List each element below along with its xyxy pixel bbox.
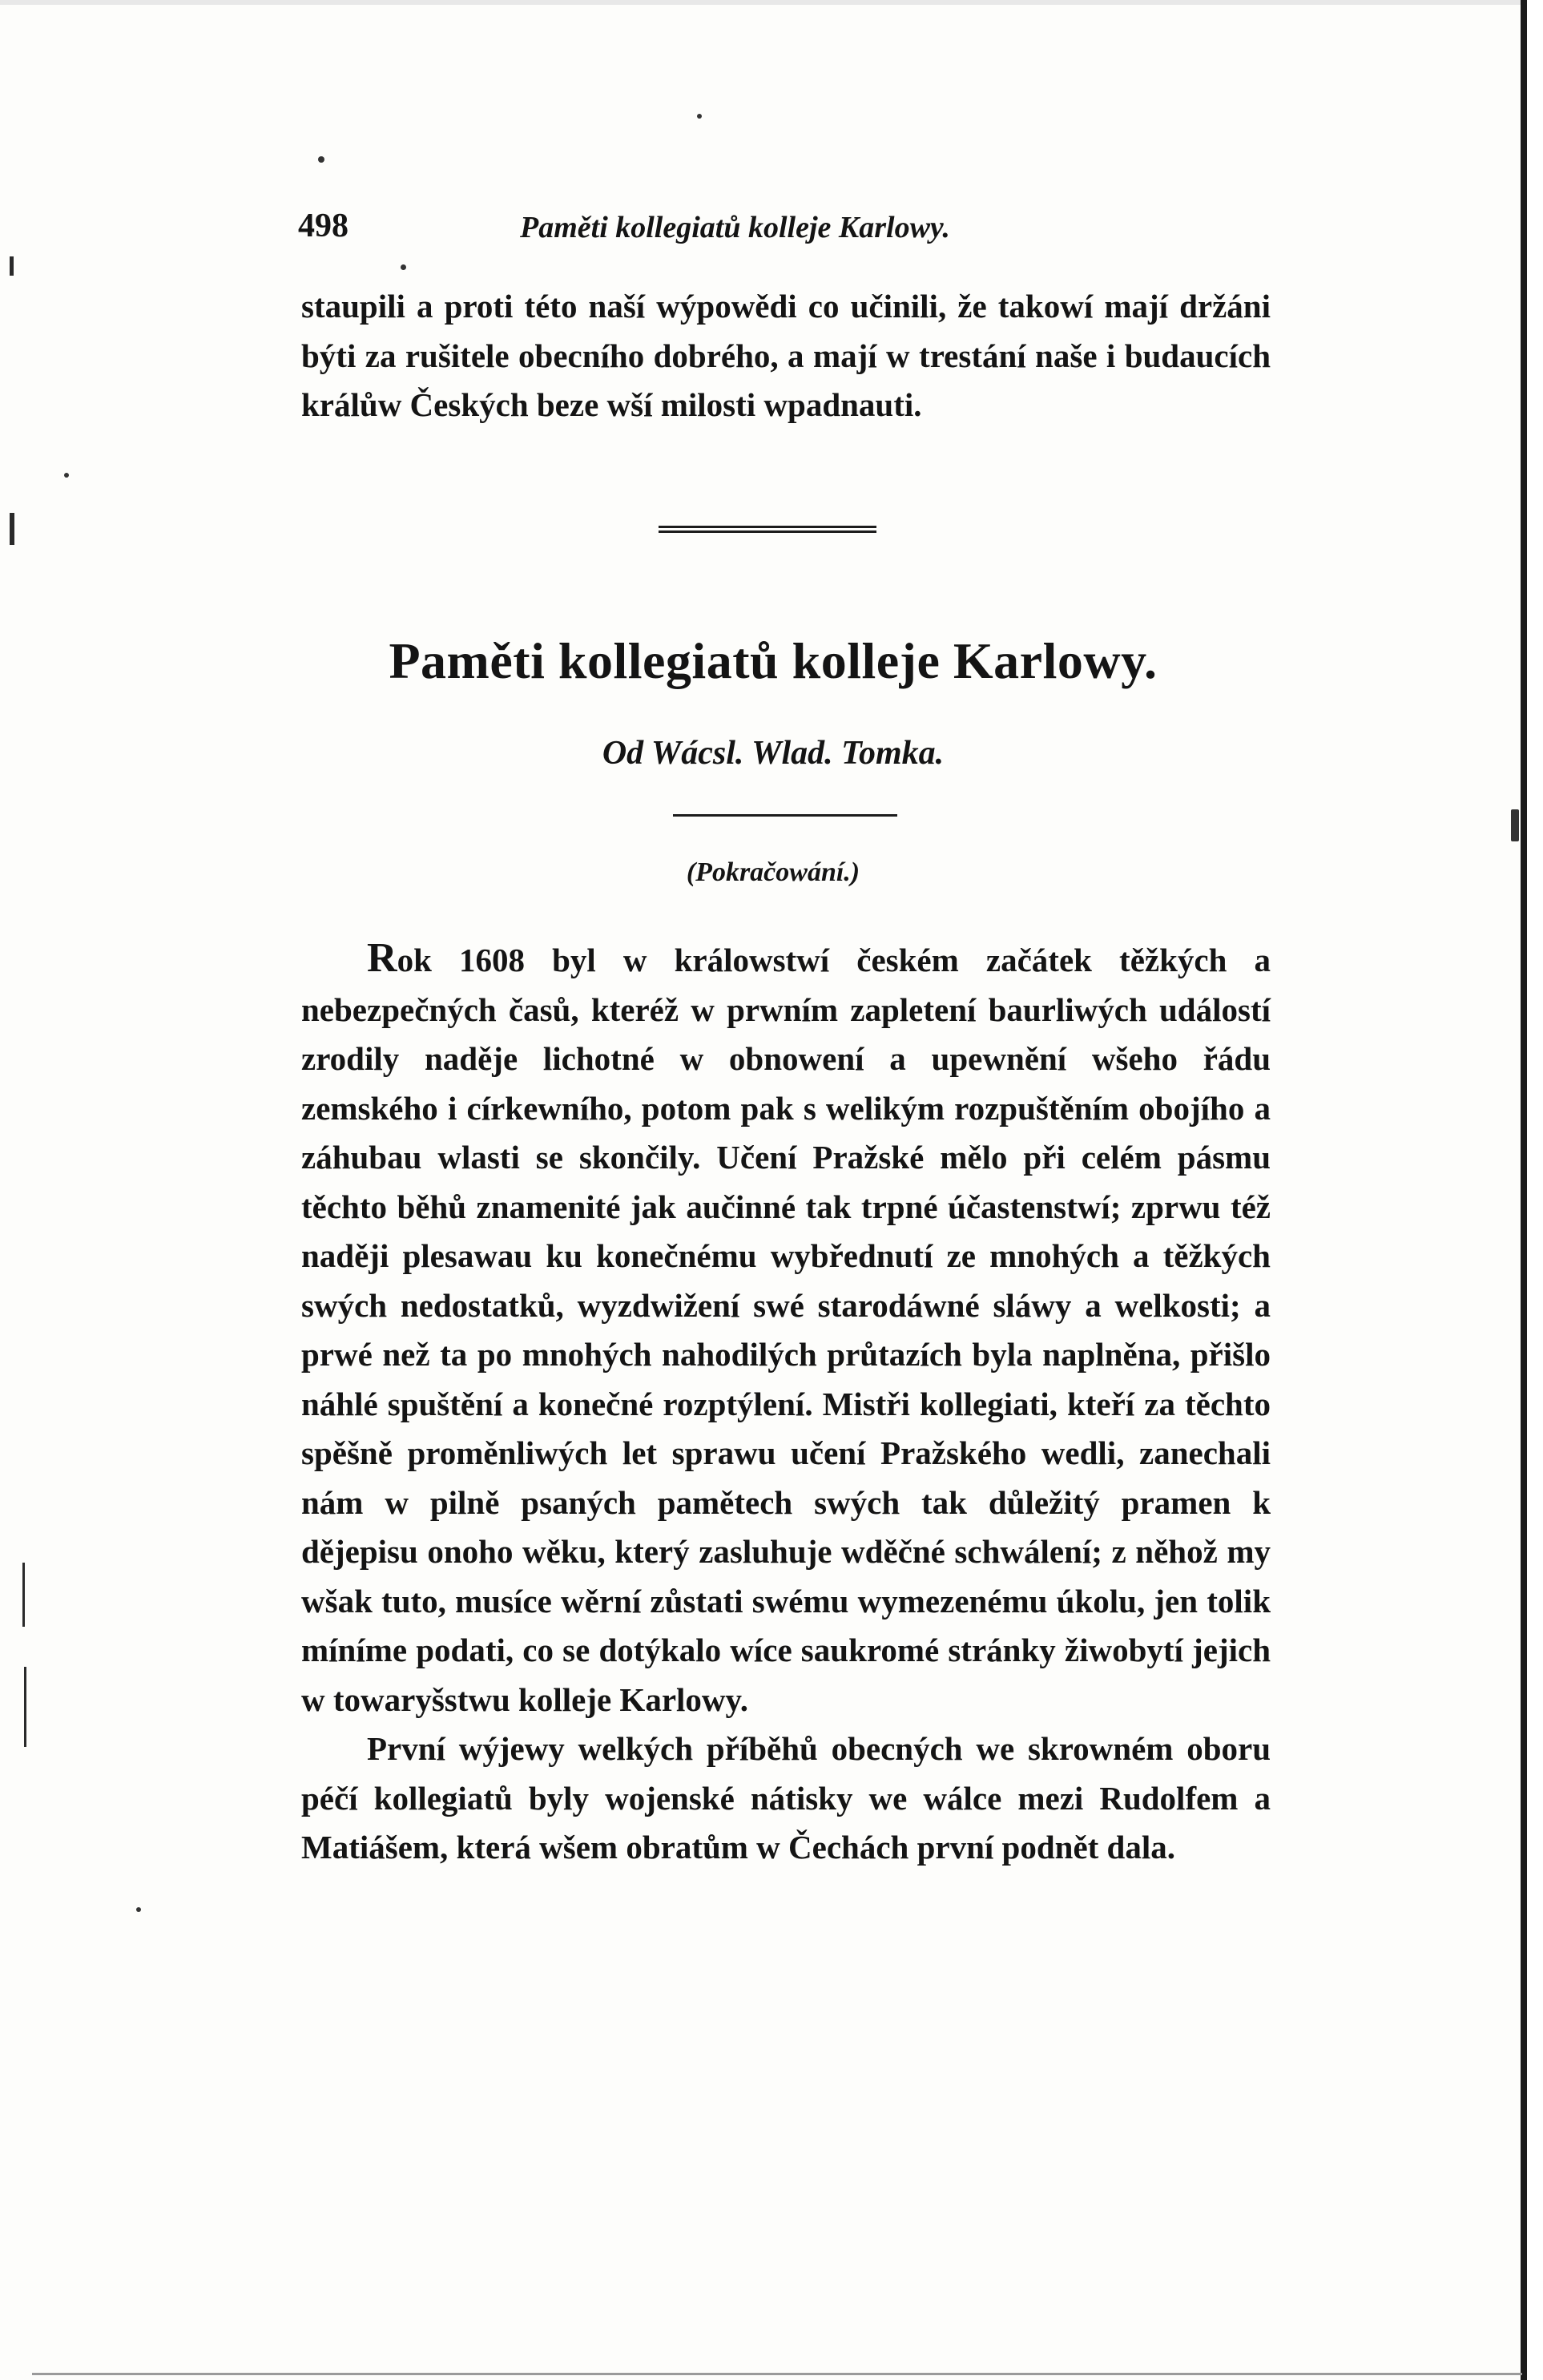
body-paragraph: První wýjewy welkých příběhů obecných we skrowném oboru péčí kollegiatů byly wojenské nátisky we wálce mezi Rudolfem a Matiášem, která wšem obratům w Čechách první podnět dala. <box>301 1730 1271 1866</box>
article-author: Od Wácsl. Wlad. Tomka. <box>602 735 945 772</box>
scan-edge-top <box>0 0 1543 5</box>
running-title: Paměti kollegiatů kolleje Karlowy. <box>520 211 950 244</box>
ink-speck <box>136 1907 141 1912</box>
margin-mark <box>10 256 14 276</box>
margin-mark <box>22 1563 25 1627</box>
continuation-note: (Pokračowání.) <box>686 857 860 887</box>
paragraph-text: ok 1608 byl w králowstwí českém začátek těžkých a nebezpečných časů, kteréž w prwním zapletení baurliwých událostí zrodily naděje lichotné w obnowení a upewnění wšeho řádu zemského i církewního, potom pak s welikým rozpuštěním obojího a záhubau wlasti se skončily. Učení Pražské mělo při celém pásmu těchto běhů znamenité jak aučinné tak trpné účastenstwí; zprwu též naději plesawau ku konečnému wybřednutí ze mnohých a těžkých swých nedostatků, wyzdwižení swé starodáwné sláwy a welkosti; a prwé než ta po mnohých nahodilých průtazích byla naplněna, přišlo náhlé spuštění a konečné rozptýlení. Mistři kollegiati, kteří za těchto spěšně proměnliwých let sprawu učení Pražského wedli, zanechali nám w pilně psaných pamětech swých tak důležitý pramen k dějepisu onoho wěku, který zasluhuje wděčné schwálení; z něhož my wšak tuto, musíce wěrní zůstati swému wymezenému úkolu, jen tolik míníme podati, co se dotýkalo wíce saukromé stránky žiwobytí jejich w towaryšstwu kolleje Karlowy. <box>301 942 1271 1718</box>
scan-edge-margin <box>1527 0 1543 2380</box>
body-paragraph <box>301 934 1271 1724</box>
margin-mark <box>24 1667 26 1747</box>
page-number: 498 <box>298 208 348 244</box>
running-header <box>298 207 1179 255</box>
intro-text <box>301 282 1271 430</box>
ink-speck <box>318 156 324 163</box>
article-title: Paměti kollegiatů kolleje Karlowy. <box>389 632 1158 689</box>
section-divider <box>659 526 876 533</box>
title-rule <box>673 814 897 817</box>
scan-edge-bottom <box>32 2373 1522 2375</box>
margin-mark <box>10 513 14 545</box>
intro-paragraph: staupili a proti této naší wýpowědi co učinili, že takowí mají držáni býti za rušitele obecního dobrého, a mají w trestání naše i budaucích králůw Českých beze wší milosti wpadnauti. <box>301 288 1271 423</box>
ink-speck <box>64 473 69 478</box>
ink-speck <box>401 264 406 270</box>
ink-speck <box>697 114 702 119</box>
scan-edge-right <box>1521 0 1527 2380</box>
ink-speck <box>1511 809 1519 841</box>
initial-letter: R <box>367 935 397 981</box>
article-body <box>301 934 1271 1873</box>
